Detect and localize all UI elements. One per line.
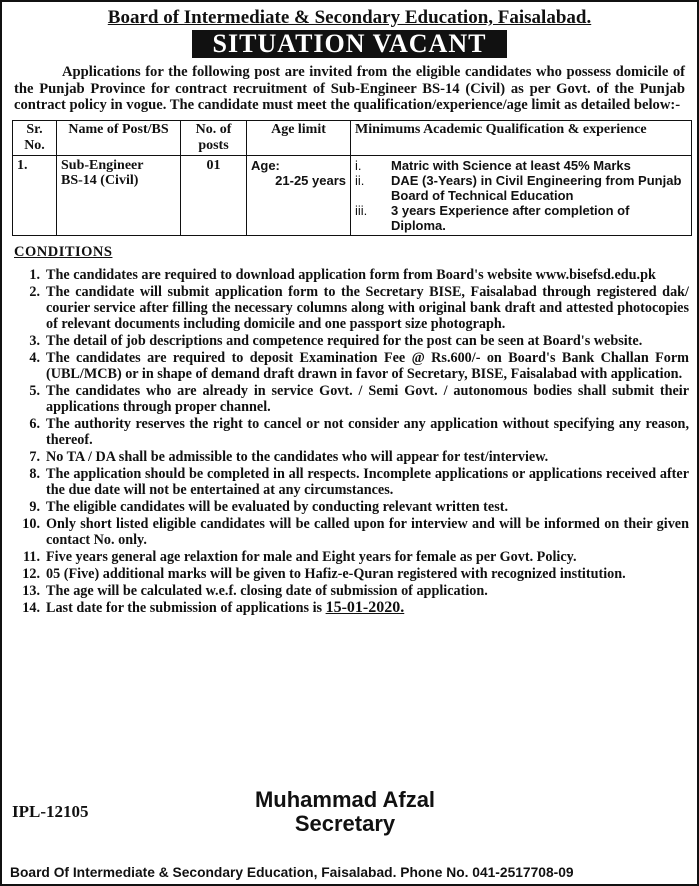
condition-text: The eligible candidates will be evaluated by conducting relevant written test.	[46, 498, 508, 515]
cell-no-of-posts: 01	[181, 155, 247, 235]
list-item	[10, 516, 689, 548]
list-item	[10, 499, 689, 515]
list-item	[10, 284, 689, 332]
cell-age-limit	[247, 155, 351, 235]
list-item	[10, 333, 689, 349]
condition-text: The candidate will submit application form to the Secretary BISE, Faisalabad through registered dak/ courier service after filling the necessary columns along with original bank draft and attested photocopies of relevant documents including domicile and one passport size photograph.	[46, 283, 689, 332]
qual-text: DAE (3-Years) in Civil Engineering from Punjab Board of Technical Education	[391, 172, 682, 203]
qual-text: Matric with Science at least 45% Marks	[391, 157, 631, 173]
situation-vacant-banner: SITUATION VACANT	[192, 30, 507, 58]
board-title: Board of Intermediate & Secondary Education, Faisalabad.	[107, 7, 592, 28]
header-qualification: Minimums Academic Qualification & experience	[351, 120, 692, 155]
list-item	[10, 449, 689, 465]
header-no-of-posts: No. of posts	[181, 120, 247, 155]
condition-number: 3.	[29, 332, 40, 349]
condition-number: 5.	[29, 382, 40, 399]
last-date-label: Last date for the submission of applications is	[46, 599, 326, 616]
list-item	[10, 267, 689, 283]
signer-name: Muhammad Afzal	[254, 787, 436, 812]
condition-text: The candidates who are already in service Govt. / Semi Govt. / autonomous bodies shall submit their applications through proper channel.	[46, 382, 689, 415]
condition-number: 1.	[29, 266, 40, 283]
list-item	[10, 350, 689, 382]
condition-text: 05 (Five) additional marks will be given to Hafiz-e-Quran registered with recognized institution.	[46, 565, 626, 582]
condition-text: No TA / DA shall be admissible to the candidates who will appear for test/interview.	[46, 448, 549, 465]
intro-paragraph: Applications for the following post are invited from the eligible candidates who possess domicile of the Punjab Province for contract recruitment of Sub-Engineer BS-14 (Civil) as per Govt. of the Punjab contract policy in vogue. The candidate must meet the qualification/experience/age limit as detailed below:-	[14, 64, 685, 113]
age-label: Age:	[251, 157, 280, 173]
condition-text: The candidates are required to download application form from Board's website www.bisefsd.edu.pk	[46, 266, 656, 283]
condition-number: 9.	[29, 498, 40, 515]
header-post-name: Name of Post/BS	[57, 120, 181, 155]
list-item	[355, 173, 687, 203]
qual-number: iii.	[355, 202, 368, 218]
qualification-list	[355, 158, 687, 233]
cell-post-name	[57, 155, 181, 235]
age-value: 21-25 years	[275, 172, 346, 188]
table-header-row	[13, 120, 692, 155]
post-name: Sub-Engineer	[61, 157, 144, 173]
header-age-limit: Age limit	[247, 120, 351, 155]
last-date-value: 15-01-2020.	[325, 598, 405, 616]
ipl-reference: IPL-12105	[12, 802, 89, 821]
post-bs: BS-14 (Civil)	[61, 172, 139, 188]
contact-line: Board Of Intermediate & Secondary Education, Faisalabad. Phone No. 041-2517708-09	[10, 865, 574, 880]
condition-number: 2.	[29, 283, 40, 300]
condition-text: The detail of job descriptions and competence required for the post can be seen at Board's website.	[46, 332, 643, 349]
list-item	[10, 583, 689, 599]
list-item	[10, 566, 689, 582]
list-item	[355, 158, 687, 173]
list-item	[10, 600, 689, 616]
list-item	[10, 466, 689, 498]
condition-number: 10.	[22, 515, 40, 532]
condition-number: 12.	[22, 565, 40, 582]
qual-number: i.	[355, 157, 362, 173]
conditions-list	[10, 267, 689, 616]
qual-number: ii.	[355, 172, 365, 188]
condition-number: 14.	[22, 599, 40, 616]
list-item	[355, 203, 687, 233]
condition-number: 13.	[22, 582, 40, 599]
condition-number: 4.	[29, 349, 40, 366]
condition-text: Only short listed eligible candidates will be called upon for interview and will be informed on their given contact No. only.	[46, 515, 689, 548]
cell-sr-no: 1.	[13, 155, 57, 235]
list-item	[10, 549, 689, 565]
conditions-heading: CONDITIONS	[14, 243, 113, 260]
list-item	[10, 416, 689, 448]
condition-text: The authority reserves the right to cancel or not consider any application without specifying any reason, thereof.	[46, 415, 689, 448]
footer	[10, 786, 689, 884]
condition-text	[46, 600, 689, 616]
condition-number: 7.	[29, 448, 40, 465]
header-sr-no: Sr. No.	[13, 120, 57, 155]
condition-text: The age will be calculated w.e.f. closing date of submission of application.	[46, 582, 488, 599]
condition-text: Five years general age relaxtion for male and Eight years for female as per Govt. Policy.	[46, 548, 577, 565]
signer-title: Secretary	[294, 811, 396, 836]
list-item	[10, 383, 689, 415]
condition-text: The application should be completed in all respects. Incomplete applications or applications received after the due date will not be entertained at any circumstances.	[46, 465, 689, 498]
table-row	[13, 155, 692, 235]
condition-number: 8.	[29, 465, 40, 482]
condition-number: 11.	[23, 548, 40, 565]
signatory	[210, 788, 480, 836]
cell-qualification	[351, 155, 692, 235]
posts-table	[12, 120, 692, 236]
qual-text: 3 years Experience after completion of Diploma.	[391, 202, 630, 233]
condition-number: 6.	[29, 415, 40, 432]
condition-text: The candidates are required to deposit Examination Fee @ Rs.600/- on Board's Bank Challan Form (UBL/MCB) or in shape of demand draft drawn in favor of Secretary, BISE, Faisalabad with application.	[46, 349, 689, 382]
